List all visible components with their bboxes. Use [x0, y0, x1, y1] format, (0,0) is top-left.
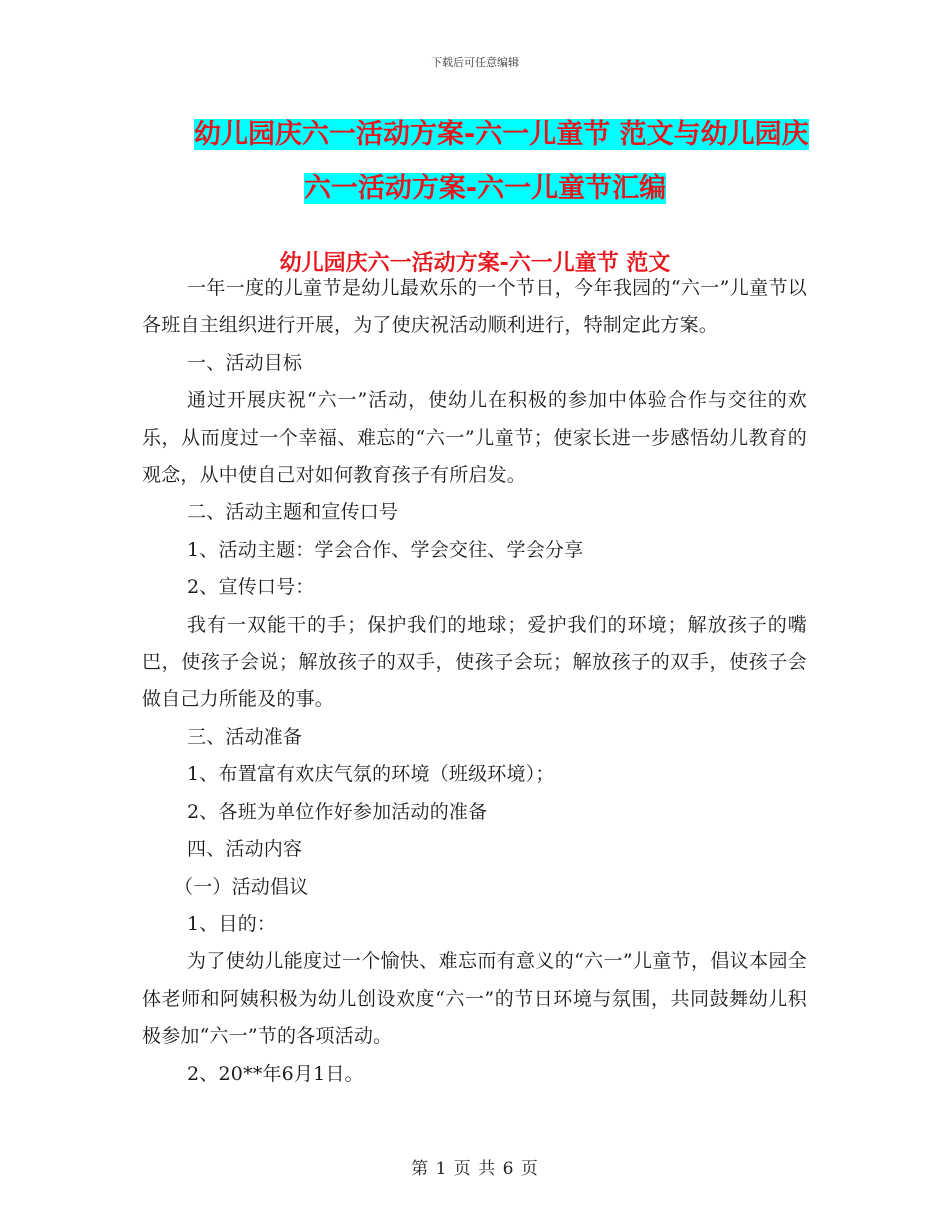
heading-goals: 一、活动目标 [187, 351, 303, 374]
document-title-line-1: 幼儿园庆六一活动方案-六一儿童节 范文与幼儿园庆 [194, 119, 809, 150]
list-item: 2、宣传口号： [187, 576, 315, 599]
document-title-line-2: 六一活动方案-六一儿童节汇编 [303, 173, 667, 204]
paragraph: 为了使幼儿能度过一个愉快、难忘而有意义的“六一”儿童节，倡议本园全体老师和阿姨积极为幼儿创设欢度“六一”的节日环境与氛围，共同鼓舞幼儿积极参加“六一”节的各项活动。 [142, 950, 807, 1048]
list-item: 1、布置富有欢庆气氛的环境（班级环境）； [187, 763, 555, 786]
list-item: 1、目的： [187, 912, 277, 935]
heading-theme-slogan: 二、活动主题和宣传口号 [187, 501, 399, 524]
list-item: 2、各班为单位作好参加活动的准备 [187, 800, 488, 823]
section-title: 幼儿园庆六一活动方案-六一儿童节 范文 [279, 251, 671, 276]
paragraph: 通过开展庆祝“六一”活动，使幼儿在积极的参加中体验合作与交往的欢乐，从而度过一个幸福、难忘的“六一”儿童节；使家长进一步感悟幼儿教育的观念，从中使自己对如何教育孩子有所启发。 [142, 389, 807, 487]
document-body [142, 270, 807, 1093]
list-item: 2、20**年6月1日。 [187, 1062, 364, 1085]
subheading-initiative: （一）活动倡议 [174, 875, 309, 898]
heading-content: 四、活动内容 [187, 838, 303, 861]
list-item: 1、活动主题：学会合作、学会交往、学会分享 [187, 538, 584, 561]
paragraph: 我有一双能干的手；保护我们的地球；爱护我们的环境；解放孩子的嘴巴，使孩子会说；解放孩子的双手，使孩子会玩；解放孩子的双手，使孩子会做自己力所能及的事。 [142, 613, 807, 711]
document-title [150, 108, 820, 216]
heading-preparation: 三、活动准备 [187, 725, 303, 748]
page-header-note: 下载后可任意编辑 [431, 56, 519, 69]
page-footer: 第 1 页 共 6 页 [411, 1159, 539, 1179]
paragraph: 一年一度的儿童节是幼儿最欢乐的一个节日，今年我园的“六一”儿童节以各班自主组织进行开展，为了使庆祝活动顺利进行，特制定此方案。 [142, 277, 807, 337]
